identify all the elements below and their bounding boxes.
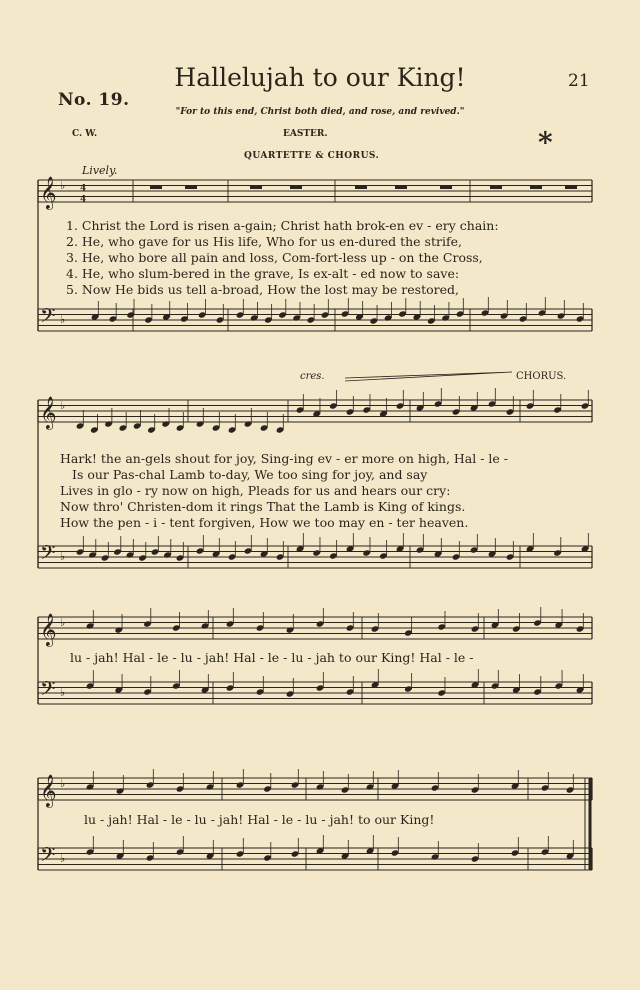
treble-clef: 𝄞: [40, 396, 57, 429]
verse-line-2a: 2. He, who gave for us His life, Who for us en-dured the strife,: [66, 234, 462, 249]
verse-line-2b: Is our Pas-chal Lamb to-day, We too sing for joy, and say: [72, 467, 428, 482]
asterisk-mark: *: [538, 126, 553, 159]
rest: [150, 186, 162, 189]
crescendo-hairpin: [345, 372, 512, 381]
rest: [440, 186, 452, 189]
rest: [395, 186, 407, 189]
verse-line-1b: Hark! the an-gels shout for joy, Sing-ing ev - er more on high, Hal - le -: [60, 451, 509, 466]
key-signature-flat: ♭: [60, 313, 66, 326]
bass-clef: 𝄢: [40, 677, 56, 705]
verse-line-3a: 3. He, who bore all pain and loss, Com-fort-less up - on the Cross,: [66, 250, 483, 265]
chorus-label: CHORUS.: [516, 371, 567, 382]
voicing-label: QUARTETTE & CHORUS.: [244, 151, 380, 161]
rest: [490, 186, 502, 189]
verse-line-3b: Lives in glo - ry now on high, Pleads for us and hears our cry:: [60, 483, 451, 498]
time-signature: 4: [80, 195, 87, 205]
key-signature-flat: ♭: [60, 686, 66, 699]
key-signature-flat: ♭: [60, 399, 66, 412]
rest: [250, 186, 262, 189]
key-signature-flat: ♭: [60, 852, 66, 865]
epigraph: "For to this end, Christ both died, and rose, and revived.": [175, 107, 465, 117]
rest: [355, 186, 367, 189]
key-signature-flat: ♭: [60, 777, 66, 790]
bass-clef: 𝄢: [40, 304, 56, 332]
verse-line-4a: 4. He, who slum-bered in the grave, Is ex-alt - ed now to save:: [66, 266, 460, 281]
rest: [530, 186, 542, 189]
verse-line-4b: Now thro' Christen-dom it rings That the Lamb is King of kings.: [60, 499, 466, 514]
treble-clef: 𝄞: [40, 774, 57, 807]
treble-clef: 𝄞: [40, 176, 57, 209]
crescendo-marking: cres.: [300, 371, 325, 382]
key-signature-flat: ♭: [60, 550, 66, 563]
rest: [565, 186, 577, 189]
bass-clef: 𝄢: [40, 541, 56, 569]
refrain-line-1: lu - jah! Hal - le - lu - jah! Hal - le - lu - jah to our King! Hal - le -: [70, 650, 474, 665]
page-number: 21: [568, 71, 590, 91]
key-signature-flat: ♭: [60, 616, 66, 629]
occasion-label: EASTER.: [283, 129, 328, 139]
treble-clef: 𝄞: [40, 613, 57, 646]
hymn-title: Hallelujah to our King!: [174, 63, 466, 92]
refrain-line-2: lu - jah! Hal - le - lu - jah! Hal - le - lu - jah! to our King!: [84, 812, 435, 827]
time-signature: 4: [80, 184, 87, 194]
verse-line-5a: 5. Now He bids us tell a-broad, How the lost may be restored,: [66, 282, 459, 297]
rest: [185, 186, 197, 189]
verse-line-5b: How the pen - i - tent forgiven, How we too may en - ter heaven.: [60, 515, 469, 530]
hymn-number: No. 19.: [58, 90, 130, 110]
author-initials: C. W.: [72, 129, 98, 139]
key-signature-flat: ♭: [60, 179, 66, 192]
verse-line-1a: 1. Christ the Lord is risen a-gain; Christ hath brok-en ev - ery chain:: [66, 218, 499, 233]
bass-clef: 𝄢: [40, 843, 56, 871]
tempo-marking: Lively.: [82, 164, 118, 177]
rest: [290, 186, 302, 189]
